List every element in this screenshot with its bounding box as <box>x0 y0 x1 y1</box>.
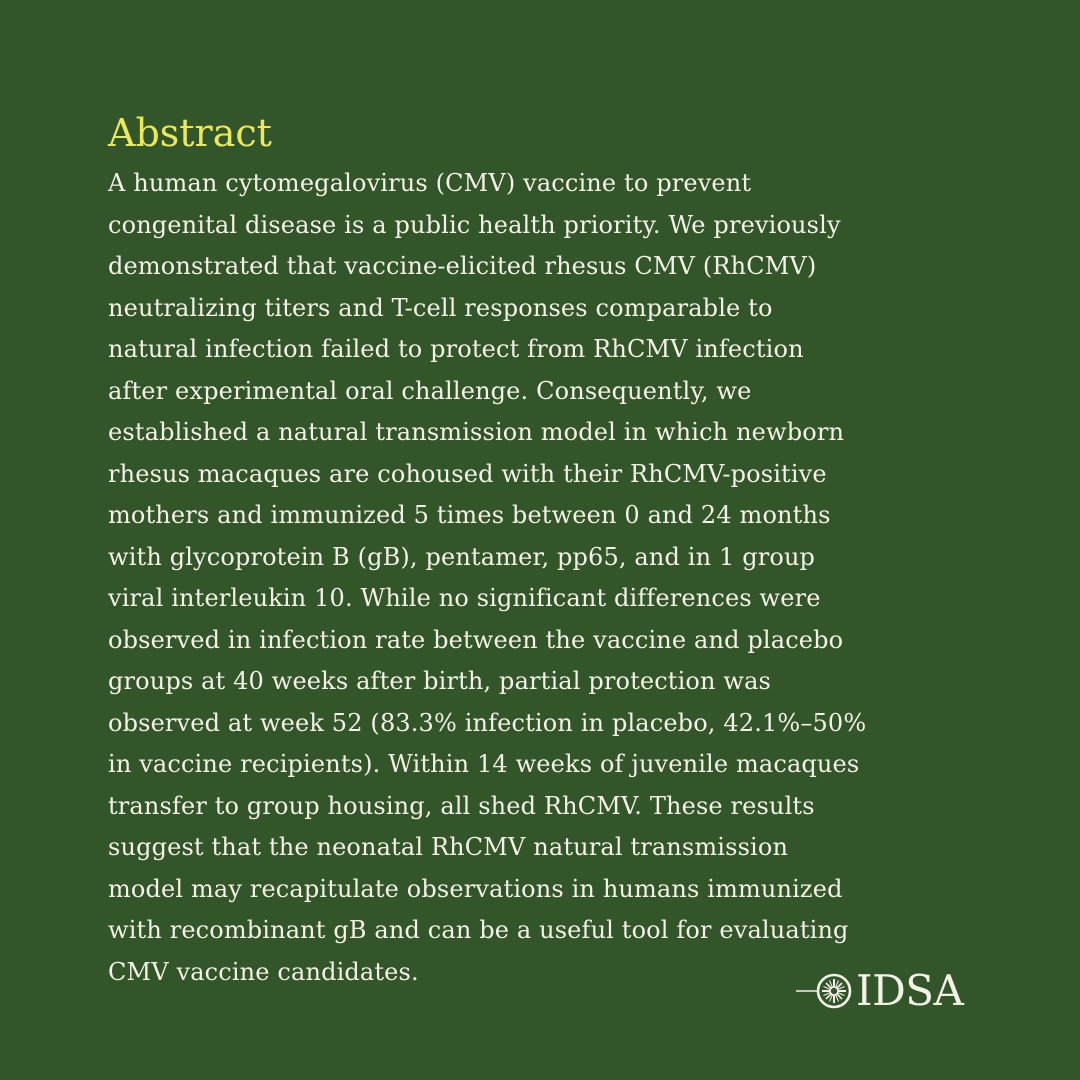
abstract-line: in vaccine recipients). Within 14 weeks of juvenile macaques <box>108 750 860 778</box>
abstract-line: demonstrated that vaccine-elicited rhesus CMV (RhCMV) <box>108 252 817 280</box>
abstract-line: after experimental oral challenge. Consequently, we <box>108 376 752 405</box>
abstract-line: model may recapitulate observations in humans immunized <box>108 874 843 903</box>
idsa-starburst-icon <box>796 966 854 1016</box>
abstract-line: established a natural transmission model in which newborn <box>108 418 845 446</box>
idsa-logo-text: IDSA <box>856 966 964 1015</box>
abstract-line: natural infection failed to protect from RhCMV infection <box>108 335 804 363</box>
abstract-line: neutralizing titers and T-cell responses comparable to <box>108 293 773 322</box>
abstract-line: transfer to group housing, all shed RhCMV. These results <box>108 791 815 820</box>
abstract-heading: Abstract <box>108 111 272 155</box>
idsa-logo <box>796 966 963 1016</box>
abstract-line: mothers and immunized 5 times between 0 and 24 months <box>108 501 831 529</box>
abstract-line: suggest that the neonatal RhCMV natural transmission <box>108 833 789 861</box>
abstract-line: CMV vaccine candidates. <box>108 957 419 986</box>
abstract-line: observed at week 52 (83.3% infection in placebo, 42.1%–50% <box>108 708 867 737</box>
abstract-body <box>108 163 866 993</box>
abstract-line: observed in infection rate between the vaccine and placebo <box>108 625 844 654</box>
abstract-line: with glycoprotein B (gB), pentamer, pp65, and in 1 group <box>108 542 816 571</box>
abstract-line: with recombinant gB and can be a useful tool for evaluating <box>108 916 849 944</box>
abstract-line: rhesus macaques are cohoused with their RhCMV-positive <box>108 459 827 488</box>
abstract-line: groups at 40 weeks after birth, partial protection was <box>108 667 772 695</box>
abstract-line: viral interleukin 10. While no significant differences were <box>108 584 821 612</box>
abstract-line: congenital disease is a public health priority. We previously <box>108 210 841 239</box>
abstract-line: A human cytomegalovirus (CMV) vaccine to prevent <box>108 169 752 197</box>
